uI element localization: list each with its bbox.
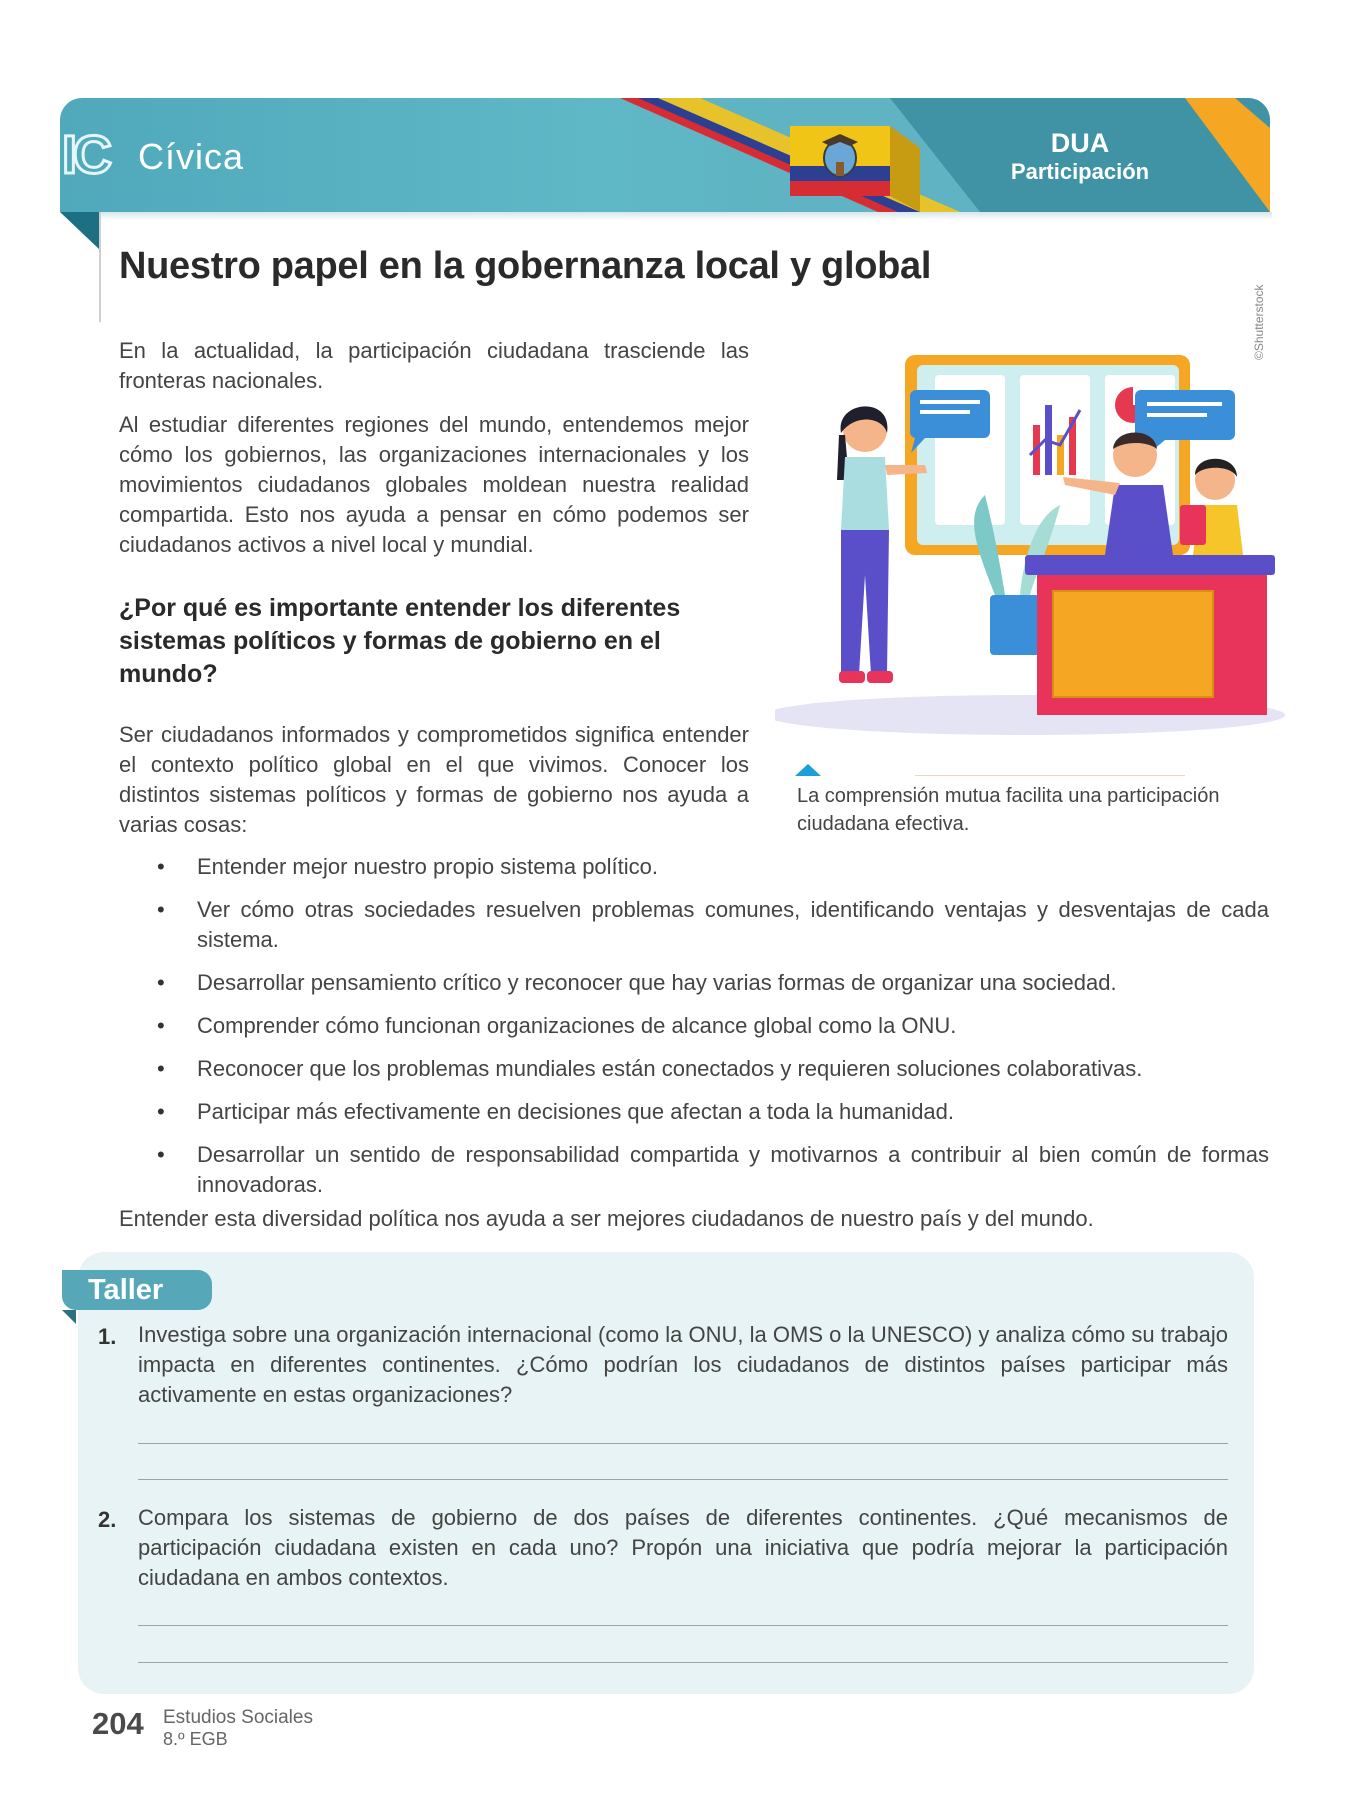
civic-discussion-illustration — [775, 345, 1295, 735]
taller-label: Taller — [62, 1270, 212, 1310]
page-title: Nuestro papel en la gobernanza local y global — [119, 245, 932, 287]
title-rule — [99, 212, 101, 322]
subject-title: Cívica — [138, 136, 245, 177]
answer-line-2b[interactable] — [138, 1662, 1228, 1663]
bullet-list — [119, 852, 1269, 1213]
list-item: • Participar más efectivamente en decisiones que afectan a toda la humanidad. — [119, 1097, 1269, 1127]
photo-credit: ©Shutterstock — [1252, 284, 1266, 360]
dua-title: DUA — [1050, 128, 1110, 158]
footer-subject: Estudios Sociales — [163, 1707, 313, 1728]
dua-subtitle: Participación — [1010, 159, 1150, 184]
list-item: • Reconocer que los problemas mundiales están conectados y requieren soluciones colaborativas. — [119, 1054, 1269, 1084]
page-number: 204 — [92, 1706, 144, 1741]
question-1-number: 1. — [98, 1324, 117, 1349]
taller-box — [78, 1252, 1254, 1694]
footer-grade: 8.º EGB — [163, 1729, 228, 1749]
closing-sentence: Entender esta diversidad política nos ayuda a ser mejores ciudadanos de nuestro país y del mundo. — [119, 1206, 1094, 1231]
illustration-caption: La comprensión mutua facilita una participación ciudadana efectiva. — [797, 785, 1220, 835]
intro-paragraph-2: Al estudiar diferentes regiones del mundo, entendemos mejor cómo los gobiernos, las organizaciones internacionales y los movimientos ciudadanos globales moldean nuestra realidad compartida. Esto nos ayuda a pensar en cómo podemos ser ciudadanos activos a nivel local y mundial. — [119, 412, 749, 557]
list-item: • Ver cómo otras sociedades resuelven problemas comunes, identificando ventajas y desventajas de cada sistema. — [119, 895, 1269, 955]
caption-rule — [915, 775, 1185, 776]
dua-badge — [1000, 128, 1160, 186]
list-item: • Desarrollar un sentido de responsabilidad compartida y motivarnos a contribuir al bien común de formas innovadoras. — [119, 1140, 1269, 1200]
banner-fold — [60, 212, 100, 250]
taller-fold — [62, 1310, 76, 1324]
answer-line-1b[interactable] — [138, 1479, 1228, 1480]
answer-line-2a[interactable] — [138, 1625, 1228, 1626]
banner-shadow — [100, 212, 1272, 220]
section-heading: ¿Por qué es importante entender los diferentes sistemas políticos y formas de gobierno en el mundo? — [119, 594, 681, 688]
answer-line-1a[interactable] — [138, 1443, 1228, 1444]
list-item: • Comprender cómo funcionan organizaciones de alcance global como la ONU. — [119, 1011, 1269, 1041]
question-2-text: Compara los sistemas de gobierno de dos países de diferentes continentes. ¿Qué mecanismos de participación ciudadana existen en cada uno? Propón una iniciativa que podría mejorar la participación ciudadana en ambos contextos. — [138, 1505, 1228, 1590]
intro-paragraph-1: En la actualidad, la participación ciudadana trasciende las fronteras nacionales. — [119, 338, 749, 393]
list-item: • Entender mejor nuestro propio sistema político. — [119, 852, 1269, 882]
section-paragraph: Ser ciudadanos informados y comprometidos significa entender el contexto político global en el que vivimos. Conocer los distintos sistemas políticos y formas de gobierno nos ayuda a varias cosas: — [119, 722, 749, 837]
question-1-text: Investiga sobre una organización internacional (como la ONU, la OMS o la UNESCO) y analiza cómo su trabajo impacta en diferentes continentes. ¿Cómo podrían los ciudadanos de distintos países participar más activamente en estas organizaciones? — [138, 1322, 1228, 1407]
question-2-number: 2. — [98, 1507, 117, 1532]
list-item: • Desarrollar pensamiento crítico y reconocer que hay varias formas de organizar una sociedad. — [119, 968, 1269, 998]
caption-marker-icon — [795, 764, 821, 776]
brand-logo: IC — [62, 125, 108, 185]
